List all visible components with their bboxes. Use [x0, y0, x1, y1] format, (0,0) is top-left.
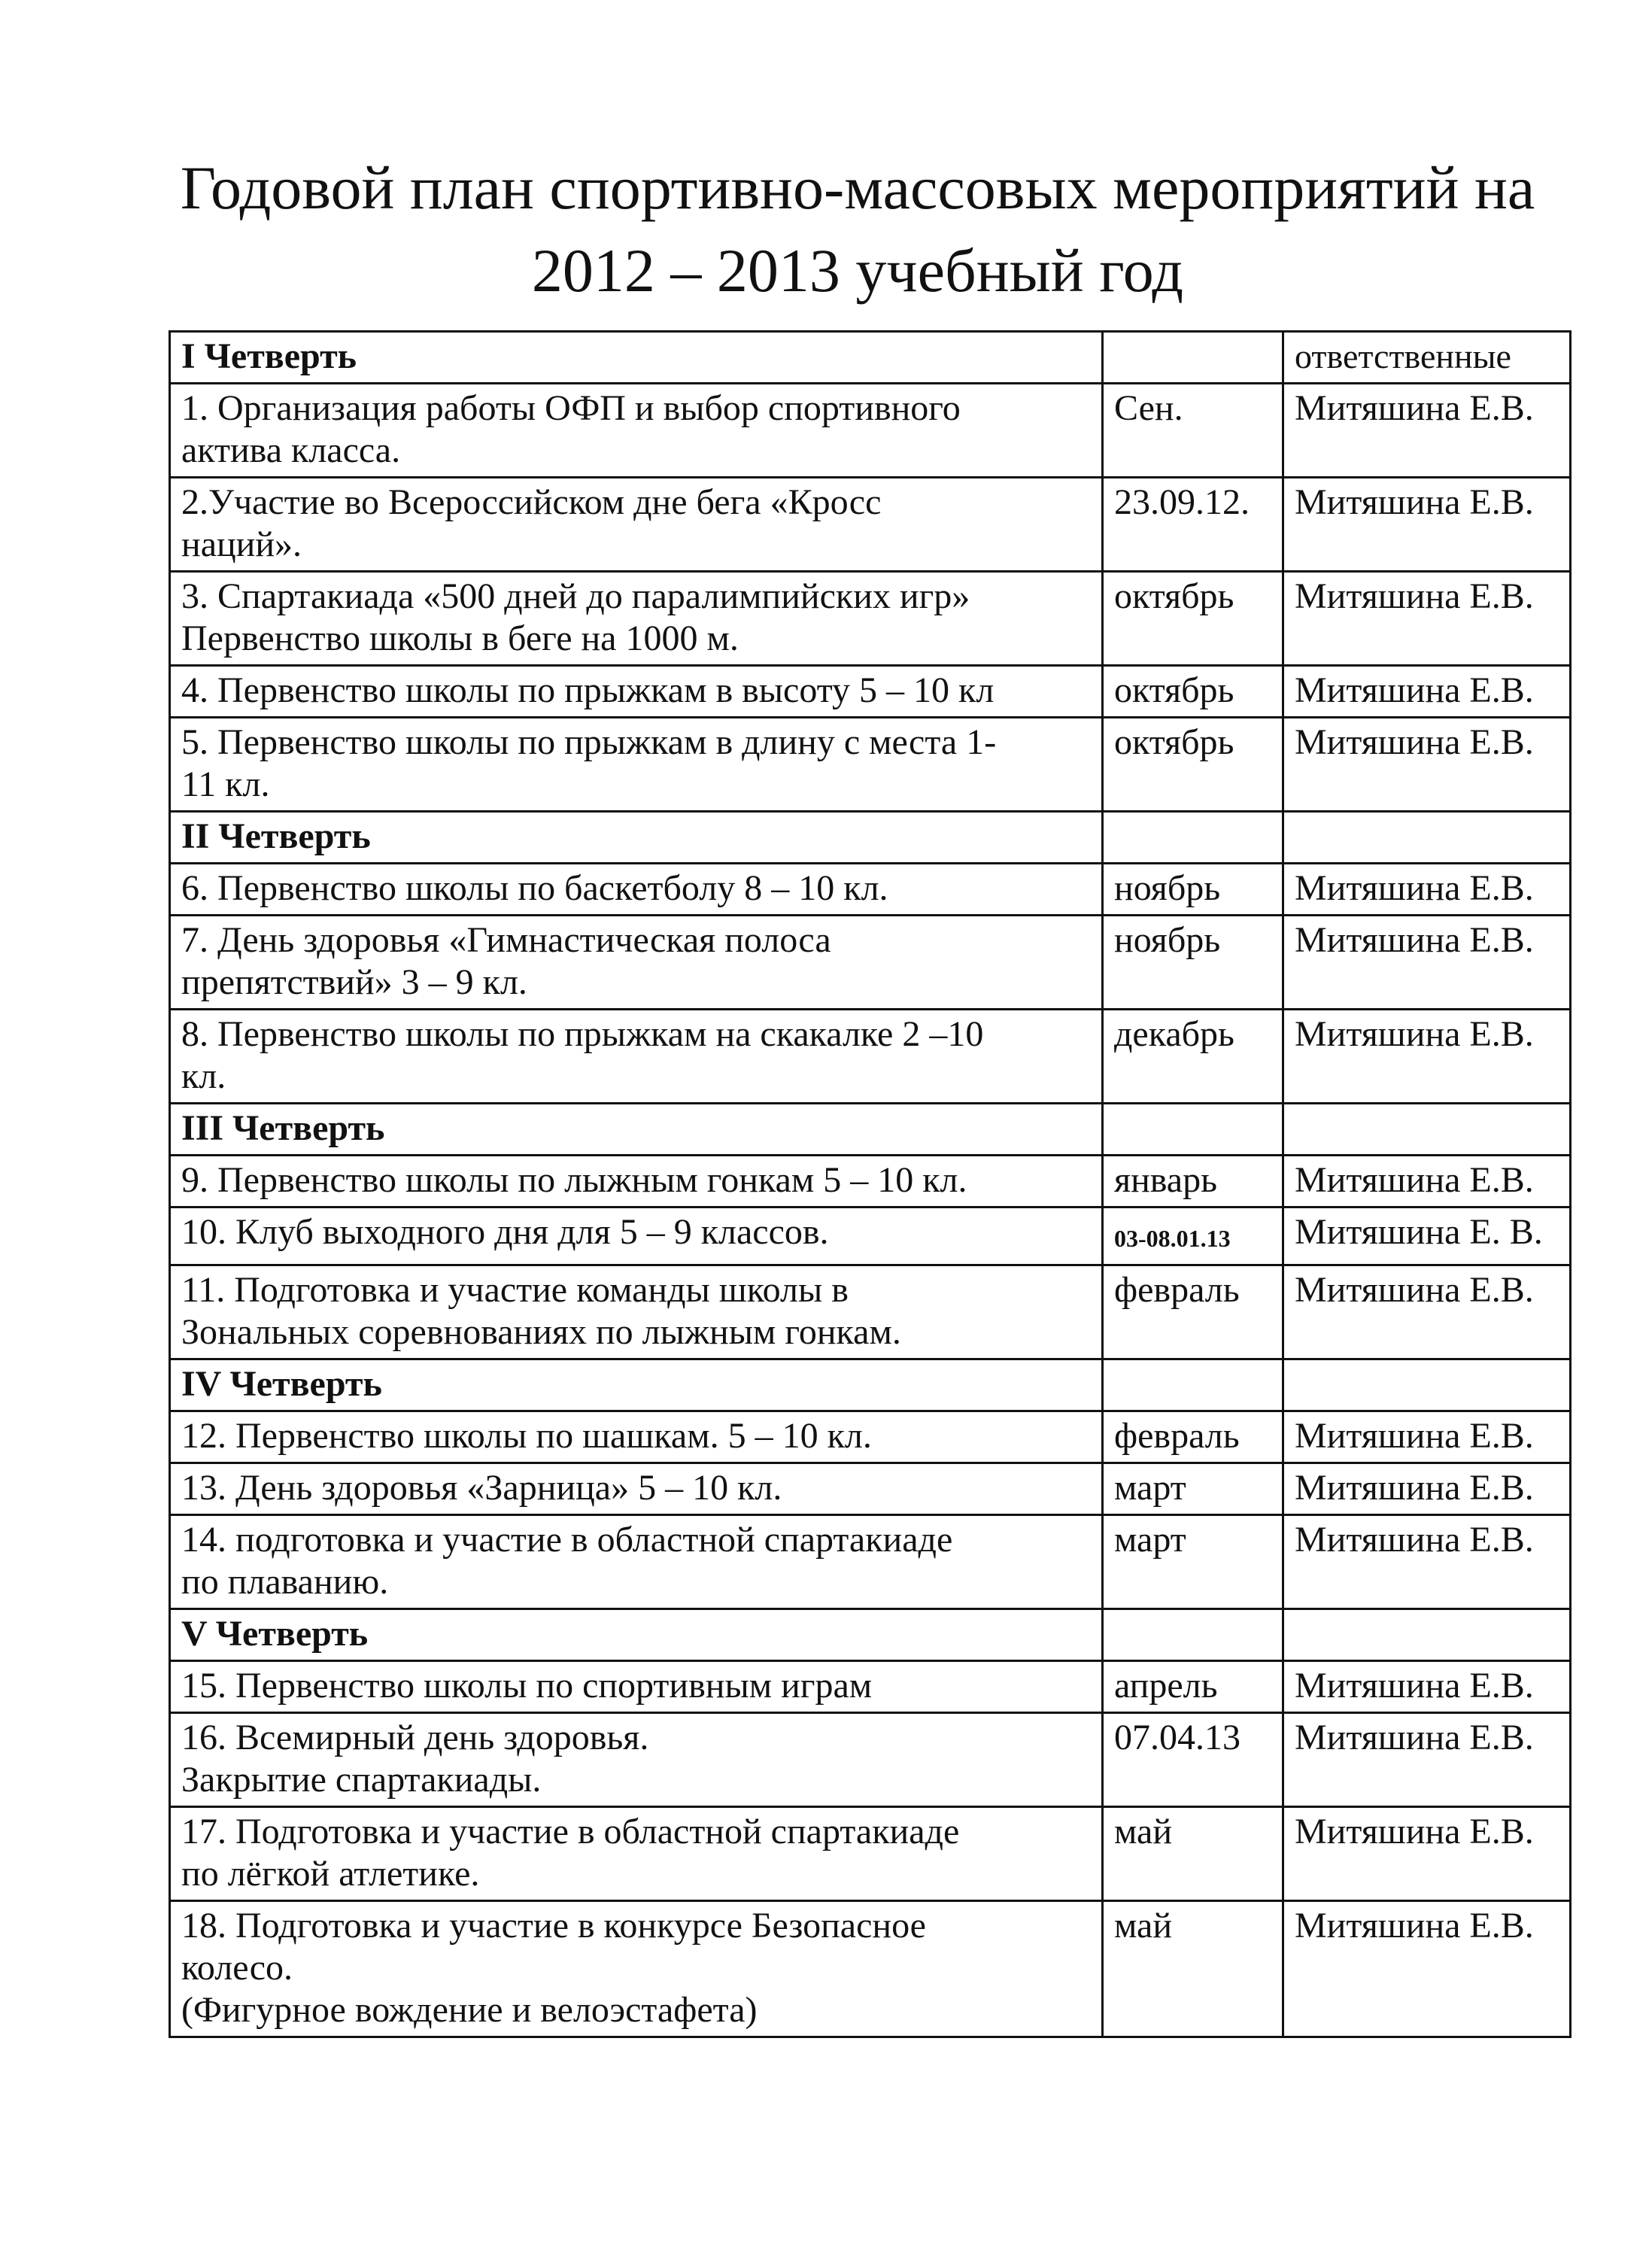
section-row	[170, 1104, 1571, 1156]
event-cell	[170, 1661, 1103, 1713]
event-text-line: 8. Первенство школы по прыжкам на скакалке 2 –10	[181, 1014, 984, 1054]
event-text-line: препятствий» 3 – 9 кл.	[181, 962, 527, 1002]
event-cell	[170, 572, 1103, 666]
date-cell: октябрь	[1103, 666, 1283, 718]
event-text-line: 16. Всемирный день здоровья.	[181, 1718, 649, 1757]
events-table	[169, 330, 1572, 2038]
section-responsible-cell	[1283, 1609, 1571, 1661]
section-row	[170, 1609, 1571, 1661]
date-cell: март	[1103, 1463, 1283, 1515]
responsible-cell: Митяшина Е.В.	[1283, 916, 1571, 1010]
event-text-line: 2.Участие во Всероссийском дне бега «Кросс	[181, 482, 882, 522]
section-date-cell	[1103, 1359, 1283, 1411]
event-cell	[170, 1515, 1103, 1609]
table-row	[170, 666, 1571, 718]
section-label: V Четверть	[170, 1609, 1103, 1661]
table-row	[170, 1207, 1571, 1265]
title-line-2: 2012 – 2013 учебный год	[531, 236, 1184, 305]
responsible-cell: Митяшина Е.В.	[1283, 666, 1571, 718]
date-cell: март	[1103, 1515, 1283, 1609]
event-text-line: актива класса.	[181, 430, 401, 470]
date-cell: ноябрь	[1103, 864, 1283, 916]
table-row	[170, 384, 1571, 478]
responsible-cell: Митяшина Е.В.	[1283, 1901, 1571, 2037]
section-date-cell	[1103, 812, 1283, 864]
event-cell	[170, 384, 1103, 478]
date-cell: май	[1103, 1901, 1283, 2037]
event-text-line: по плаванию.	[181, 1562, 389, 1602]
event-text-line: (Фигурное вождение и велоэстафета)	[181, 1990, 758, 2030]
event-cell	[170, 1713, 1103, 1807]
event-cell	[170, 718, 1103, 812]
date-cell: октябрь	[1103, 718, 1283, 812]
table-row	[170, 718, 1571, 812]
event-text-line: 4. Первенство школы по прыжкам в высоту 5 – 10 кл	[181, 670, 995, 710]
date-cell: ноябрь	[1103, 916, 1283, 1010]
section-row	[170, 332, 1571, 384]
event-text-line: 1. Организация работы ОФП и выбор спортивного	[181, 388, 961, 428]
table-row	[170, 572, 1571, 666]
table-row	[170, 1661, 1571, 1713]
event-text-line: 3. Спартакиада «500 дней до паралимпийских игр»	[181, 576, 970, 616]
section-row	[170, 1359, 1571, 1411]
responsible-cell: Митяшина Е.В.	[1283, 1156, 1571, 1207]
section-date-cell	[1103, 1609, 1283, 1661]
table-row	[170, 478, 1571, 572]
event-text-line: 10. Клуб выходного дня для 5 – 9 классов.	[181, 1212, 829, 1252]
date-cell: 23.09.12.	[1103, 478, 1283, 572]
table-row	[170, 1713, 1571, 1807]
title-line-1: Годовой план спортивно-массовых мероприятий на	[180, 153, 1535, 222]
responsible-cell: Митяшина Е.В.	[1283, 1713, 1571, 1807]
date-cell: 07.04.13	[1103, 1713, 1283, 1807]
date-cell: декабрь	[1103, 1010, 1283, 1104]
date-cell: февраль	[1103, 1265, 1283, 1359]
responsible-cell: Митяшина Е.В.	[1283, 864, 1571, 916]
responsible-header: ответственные	[1283, 332, 1571, 384]
table-row	[170, 1265, 1571, 1359]
event-cell	[170, 666, 1103, 718]
table-row	[170, 1411, 1571, 1463]
table-row	[170, 1807, 1571, 1901]
section-label: IV Четверть	[170, 1359, 1103, 1411]
event-text-line: 17. Подготовка и участие в областной спартакиаде	[181, 1812, 960, 1851]
event-cell	[170, 1411, 1103, 1463]
event-text-line: 14. подготовка и участие в областной спартакиаде	[181, 1520, 953, 1560]
table-row	[170, 1901, 1571, 2037]
responsible-cell: Митяшина Е.В.	[1283, 384, 1571, 478]
responsible-cell: Митяшина Е.В.	[1283, 1661, 1571, 1713]
section-responsible-cell	[1283, 812, 1571, 864]
event-cell	[170, 916, 1103, 1010]
event-cell	[170, 1901, 1103, 2037]
responsible-cell: Митяшина Е.В.	[1283, 1515, 1571, 1609]
event-cell	[170, 1010, 1103, 1104]
event-cell	[170, 478, 1103, 572]
event-text-line: Зональных соревнованиях по лыжным гонкам.	[181, 1312, 901, 1352]
section-responsible-cell	[1283, 1104, 1571, 1156]
table-row	[170, 1515, 1571, 1609]
event-text-line: 7. День здоровья «Гимнастическая полоса	[181, 920, 831, 960]
date-cell: май	[1103, 1807, 1283, 1901]
event-text-line: 12. Первенство школы по шашкам. 5 – 10 кл.	[181, 1416, 872, 1456]
event-text-line: 15. Первенство школы по спортивным играм	[181, 1666, 873, 1706]
responsible-cell: Митяшина Е.В.	[1283, 1463, 1571, 1515]
event-text-line: кл.	[181, 1056, 226, 1096]
section-label: III Четверть	[170, 1104, 1103, 1156]
event-text-line: 11 кл.	[181, 764, 270, 804]
responsible-cell: Митяшина Е.В.	[1283, 572, 1571, 666]
event-cell	[170, 864, 1103, 916]
table-row	[170, 916, 1571, 1010]
event-text-line: колесо.	[181, 1948, 293, 1988]
date-cell: октябрь	[1103, 572, 1283, 666]
event-text-line: Закрытие спартакиады.	[181, 1760, 542, 1800]
responsible-cell: Митяшина Е. В.	[1283, 1207, 1571, 1265]
section-responsible-cell	[1283, 1359, 1571, 1411]
section-row	[170, 812, 1571, 864]
date-cell: январь	[1103, 1156, 1283, 1207]
responsible-cell: Митяшина Е.В.	[1283, 1010, 1571, 1104]
event-text-line: 18. Подготовка и участие в конкурсе Безопасное	[181, 1906, 926, 1946]
event-cell	[170, 1463, 1103, 1515]
responsible-cell: Митяшина Е.В.	[1283, 478, 1571, 572]
section-date-cell	[1103, 1104, 1283, 1156]
event-text-line: 6. Первенство школы по баскетболу 8 – 10 кл.	[181, 868, 888, 908]
table-row	[170, 864, 1571, 916]
page-title	[120, 147, 1595, 312]
event-text-line: 9. Первенство школы по лыжным гонкам 5 – 10 кл.	[181, 1160, 967, 1200]
event-text-line: наций».	[181, 524, 302, 564]
event-text-line: Первенство школы в беге на 1000 м.	[181, 618, 739, 658]
event-text-line: 5. Первенство школы по прыжкам в длину с места 1-	[181, 722, 997, 762]
event-cell	[170, 1265, 1103, 1359]
responsible-cell: Митяшина Е.В.	[1283, 1265, 1571, 1359]
event-cell	[170, 1156, 1103, 1207]
event-text-line: 11. Подготовка и участие команды школы в	[181, 1270, 849, 1310]
event-text-line: по лёгкой атлетике.	[181, 1854, 480, 1894]
date-cell: февраль	[1103, 1411, 1283, 1463]
responsible-cell: Митяшина Е.В.	[1283, 1807, 1571, 1901]
events-table-body	[170, 332, 1571, 2037]
table-row	[170, 1010, 1571, 1104]
responsible-cell: Митяшина Е.В.	[1283, 1411, 1571, 1463]
event-cell	[170, 1207, 1103, 1265]
date-cell: 03-08.01.13	[1103, 1207, 1283, 1265]
section-label: II Четверть	[170, 812, 1103, 864]
event-cell	[170, 1807, 1103, 1901]
section-date-cell	[1103, 332, 1283, 384]
section-label: I Четверть	[170, 332, 1103, 384]
table-row	[170, 1463, 1571, 1515]
date-cell: апрель	[1103, 1661, 1283, 1713]
date-cell: Сен.	[1103, 384, 1283, 478]
responsible-cell: Митяшина Е.В.	[1283, 718, 1571, 812]
event-text-line: 13. День здоровья «Зарница» 5 – 10 кл.	[181, 1468, 782, 1508]
table-row	[170, 1156, 1571, 1207]
